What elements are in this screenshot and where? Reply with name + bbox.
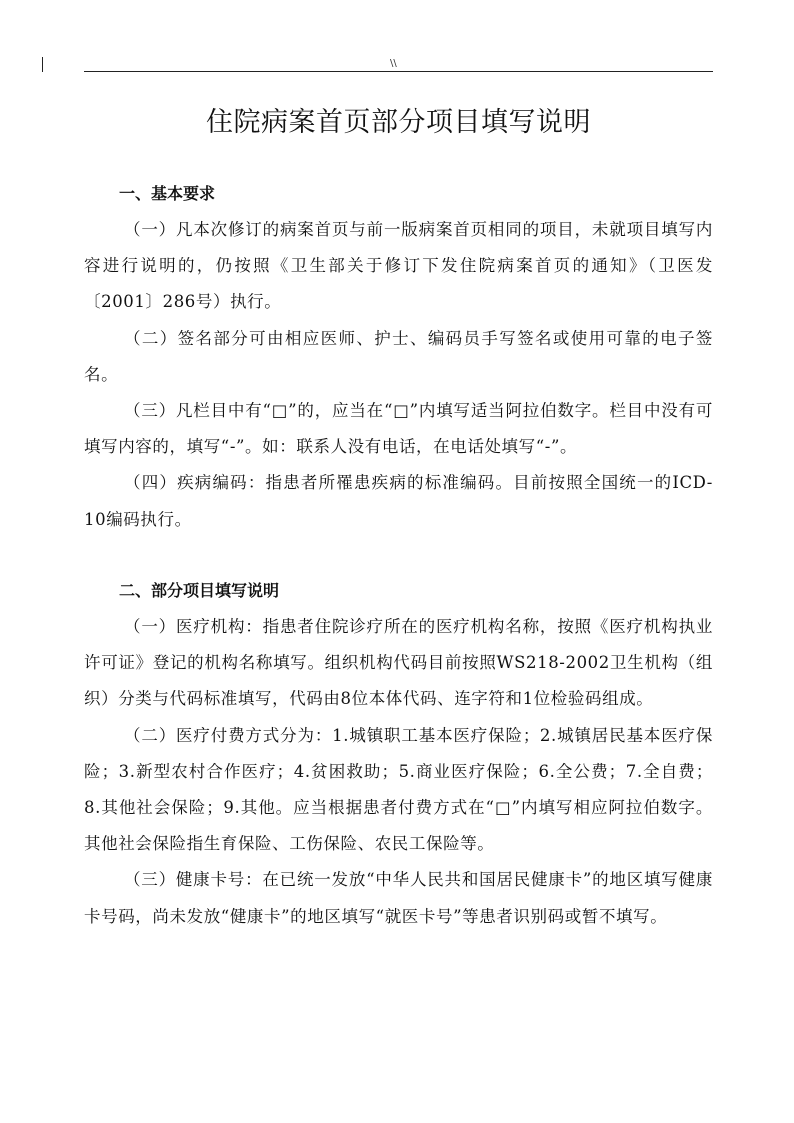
section-item-instructions — [84, 573, 713, 935]
paragraph: （一）凡本次修订的病案首页与前一版病案首页相同的项目，未就项目填写内容进行说明的，仍按照《卫生部关于修订下发住院病案首页的通知》（卫医发〔2001〕286号）执行。 — [84, 220, 713, 312]
section-heading: 一、基本要求 — [119, 184, 216, 203]
paragraph: （三）凡栏目中有“□”的，应当在“□”内填写适当阿拉伯数字。栏目中没有可填写内容的，填写“-”。如：联系人没有电话，在电话处填写“-”。 — [84, 401, 713, 457]
paragraph: （一）医疗机构：指患者住院诊疗所在的医疗机构名称，按照《医疗机构执业许可证》登记的机构名称填写。组织机构代码目前按照WS218-2002卫生机构（组织）分类与代码标准填写，代码由8位本体代码、连字符和1位检验码组成。 — [84, 617, 713, 709]
paragraph: （三）健康卡号：在已统一发放“中华人民共和国居民健康卡”的地区填写健康卡号码，尚未发放“健康卡”的地区填写“就医卡号”等患者识别码或暂不填写。 — [84, 870, 713, 926]
paragraph: （四）疾病编码：指患者所罹患疾病的标准编码。目前按照全国统一的ICD-10编码执行。 — [84, 473, 713, 529]
section-basic-requirements — [84, 176, 713, 538]
margin-mark — [42, 57, 43, 72]
document-title: 住院病案首页部分项目填写说明 — [206, 107, 591, 138]
paragraph: （二）签名部分可由相应医师、护士、编码员手写签名或使用可靠的电子签名。 — [84, 328, 713, 384]
section-heading: 二、部分项目填写说明 — [119, 581, 280, 600]
header-rule — [84, 71, 713, 72]
header-mark: \\ — [390, 58, 397, 69]
paragraph: （二）医疗付费方式分为：1.城镇职工基本医疗保险；2.城镇居民基本医疗保险；3.新型农村合作医疗；4.贫困救助；5.商业医疗保险；6.全公费；7.全自费；8.其他社会保险；9.其他。应当根据患者付费方式在“□”内填写相应阿拉伯数字。其他社会保险指生育保险、工伤保险、农民工保险等。 — [84, 725, 713, 854]
